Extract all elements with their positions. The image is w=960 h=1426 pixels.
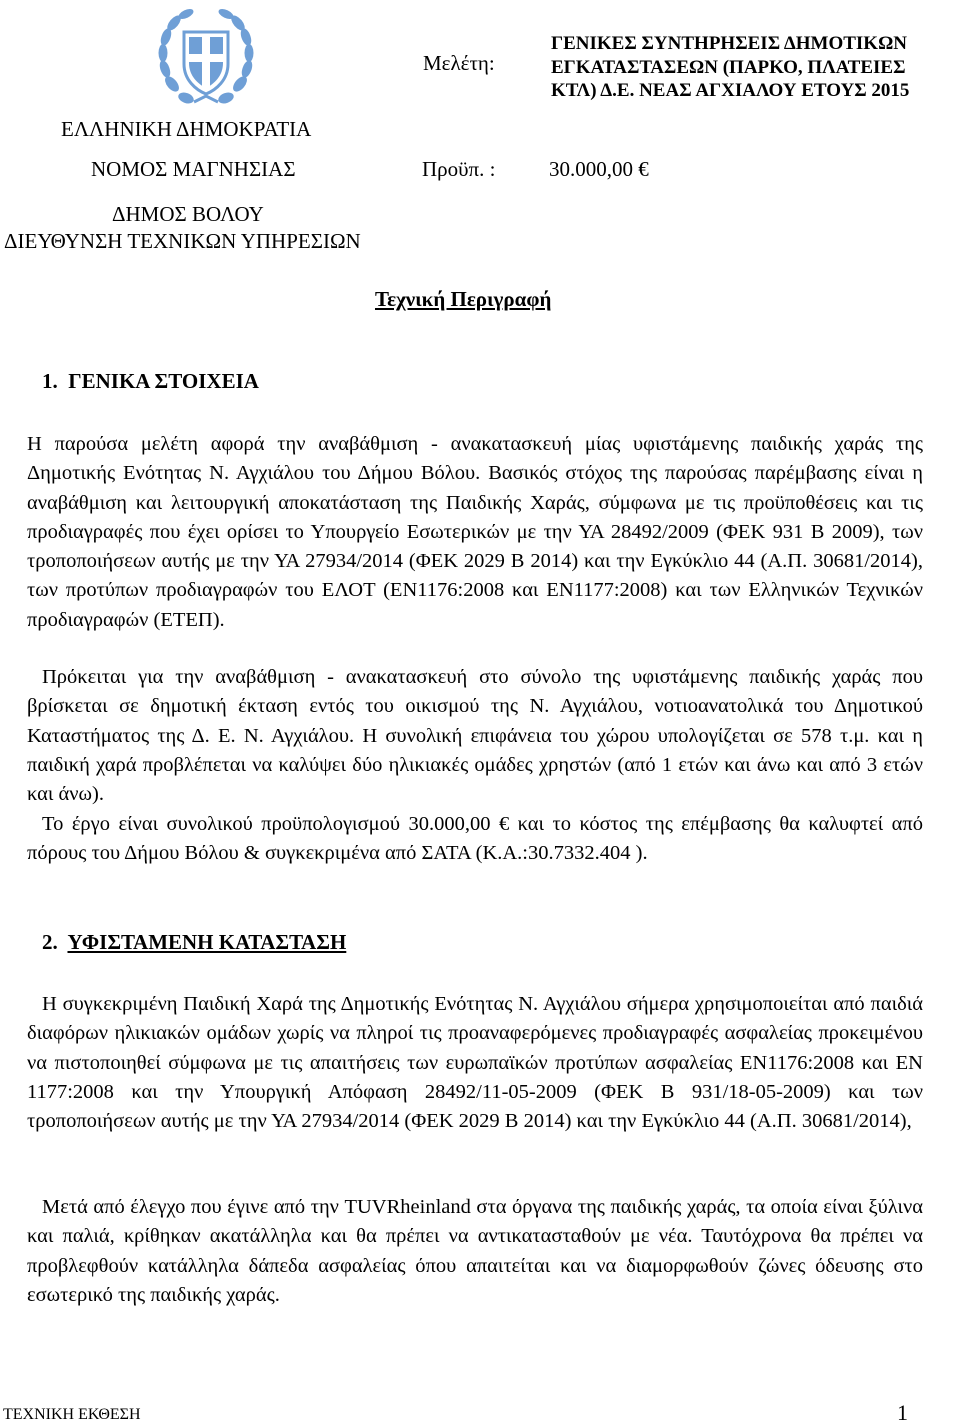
directorate-name: ΔΙΕΥΘΥΝΣΗ ΤΕΧΝΙΚΩΝ ΥΠΗΡΕΣΙΩΝ [4, 229, 361, 253]
budget-value: 30.000,00 € [549, 157, 649, 181]
study-title-line-2: ΕΓΚΑΤΑΣΤΑΣΕΩΝ (ΠΑΡΚΟ, ΠΛΑΤΕΙΕΣ [551, 57, 906, 78]
section-2-number: 2. [42, 930, 58, 954]
section-1-paragraph-3: Το έργο είναι συνολικού προϋπολογισμού 30.000,00 € και το κόστος της επέμβασης θα καλυφτεί από πόρους του Δήμου Βόλου & συγκεκριμένα από ΣΑΤΑ (Κ.Α.:30.7332.404 ). [27, 813, 923, 865]
budget-label: Προϋπ. : [422, 157, 496, 181]
section-2-heading [42, 930, 346, 955]
section-2-title: ΥΦΙΣΤΑΜΕΝΗ ΚΑΤΑΣΤΑΣΗ [67, 930, 347, 954]
section-1-paragraph-2: Πρόκειται για την αναβάθμιση - ανακατασκευή στο σύνολο της υφιστάμενης παιδικής χαράς που βρίσκεται σε δημοτική έκταση εντός του οικισμού της Ν. Αγχιάλου, νοτιοανατολικά του Δημοτικού Καταστήματος της Δ. Ε. Ν. Αγχιάλου. Η συνολική επιφάνεια του χώρου υπολογίζεται σε 578 τ.μ. και η παιδική χαρά προβλέπεται να καλύψει δύο ηλικιακές ομάδες χρηστών (από 1 ετών και άνω και από 3 ετών και άνω). [27, 666, 923, 806]
footer-label: ΤΕΧΝΙΚΗ ΕΚΘΕΣΗ [3, 1406, 141, 1423]
prefecture-name: ΝΟΜΟΣ ΜΑΓΝΗΣΙΑΣ [91, 157, 296, 181]
section-1-title: ΓΕΝΙΚΑ ΣΤΟΙΧΕΙΑ [68, 369, 259, 393]
section-1-heading [42, 369, 259, 394]
study-title-line-3: ΚΤΛ) Δ.Ε. ΝΕΑΣ ΑΓΧΙΑΛΟΥ ΕΤΟΥΣ 2015 [551, 80, 910, 101]
section-1-paragraph-1: Η παρούσα μελέτη αφορά την αναβάθμιση - ανακατασκευή μίας υφιστάμενης παιδικής χαράς της Δημοτικής Ενότητας Ν. Αγχιάλου του Δήμου Βόλου. Βασικός στόχος της παρούσας παρέμβασης είναι η αναβάθμιση και λειτουργική αποκατάσταση της Παιδικής Χαράς, σύμφωνα με τις προϋποθέσεις και τις προδιαγραφές που έχει ορίσει το Υπουργείο Εσωτερικών με την ΥΑ 28492/2009 (ΦΕΚ 931 Β 2009), των τροποποιήσεων αυτής με την ΥΑ 27934/2014 (ΦΕΚ 2029 Β 2014) και την Εγκύκλιο 44 (Α.Π. 30681/2014), των προτύπων προδιαγραφών του ΕΛΟΤ (ΕΝ1176:2008 και ΕΝ1177:2008) και των Ελληνικών Τεχνικών προδιαγραφών (ΕΤΕΠ). [27, 433, 923, 631]
study-label: Μελέτη: [423, 51, 495, 75]
country-name: ΕΛΛΗΝΙΚΗ ΔΗΜΟΚΡΑΤΙΑ [61, 117, 312, 141]
municipality-name: ΔΗΜΟΣ ΒΟΛΟΥ [112, 202, 264, 226]
section-2-paragraph-2: Μετά από έλεγχο που έγινε από την TUVRheinland στα όργανα της παιδικής χαράς, τα οποία είναι ξύλινα και παλιά, κρίθηκαν ακατάλληλα και θα πρέπει να αντικατασταθούν με νέα. Ταυτόχρονα θα πρέπει να προβλεφθούν κατάλληλα δάπεδα ασφαλείας όπου απαιτείται και να διαμορφωθούν ζώνες όδευσης στο εσωτερικό της παιδικής χαράς. [27, 1196, 923, 1306]
page-number: 1 [897, 1400, 908, 1425]
section-2-paragraph-1: Η συγκεκριμένη Παιδική Χαρά της Δημοτικής Ενότητας Ν. Αγχιάλου σήμερα χρησιμοποιείται από παιδιά διαφόρων ηλικιακών ομάδων χωρίς να πληροί τις προαναφερόμενες προδιαγραφές ασφαλείας προκειμένου να πιστοποιηθεί σύμφωνα με τις απαιτήσεις των ευρωπαϊκών προτύπων ασφαλείας ΕΝ1176:2008 και ΕΝ 1177:2008 και την Υπουργική Απόφαση 28492/11-05-2009 (ΦΕΚ Β 931/18-05-2009) και των τροποποιήσεων αυτής με την ΥΑ 27934/2014 (ΦΕΚ 2029 Β 2014) και την Εγκύκλιο 44 (Α.Π. 30681/2014), [27, 993, 923, 1133]
document-title: Τεχνική Περιγραφή [375, 287, 552, 311]
study-title-line-1: ΓΕΝΙΚΕΣ ΣΥΝΤΗΡΗΣΕΙΣ ΔΗΜΟΤΙΚΩΝ [551, 33, 907, 54]
section-1-number: 1. [42, 369, 58, 393]
greek-republic-emblem-icon [152, 4, 260, 112]
